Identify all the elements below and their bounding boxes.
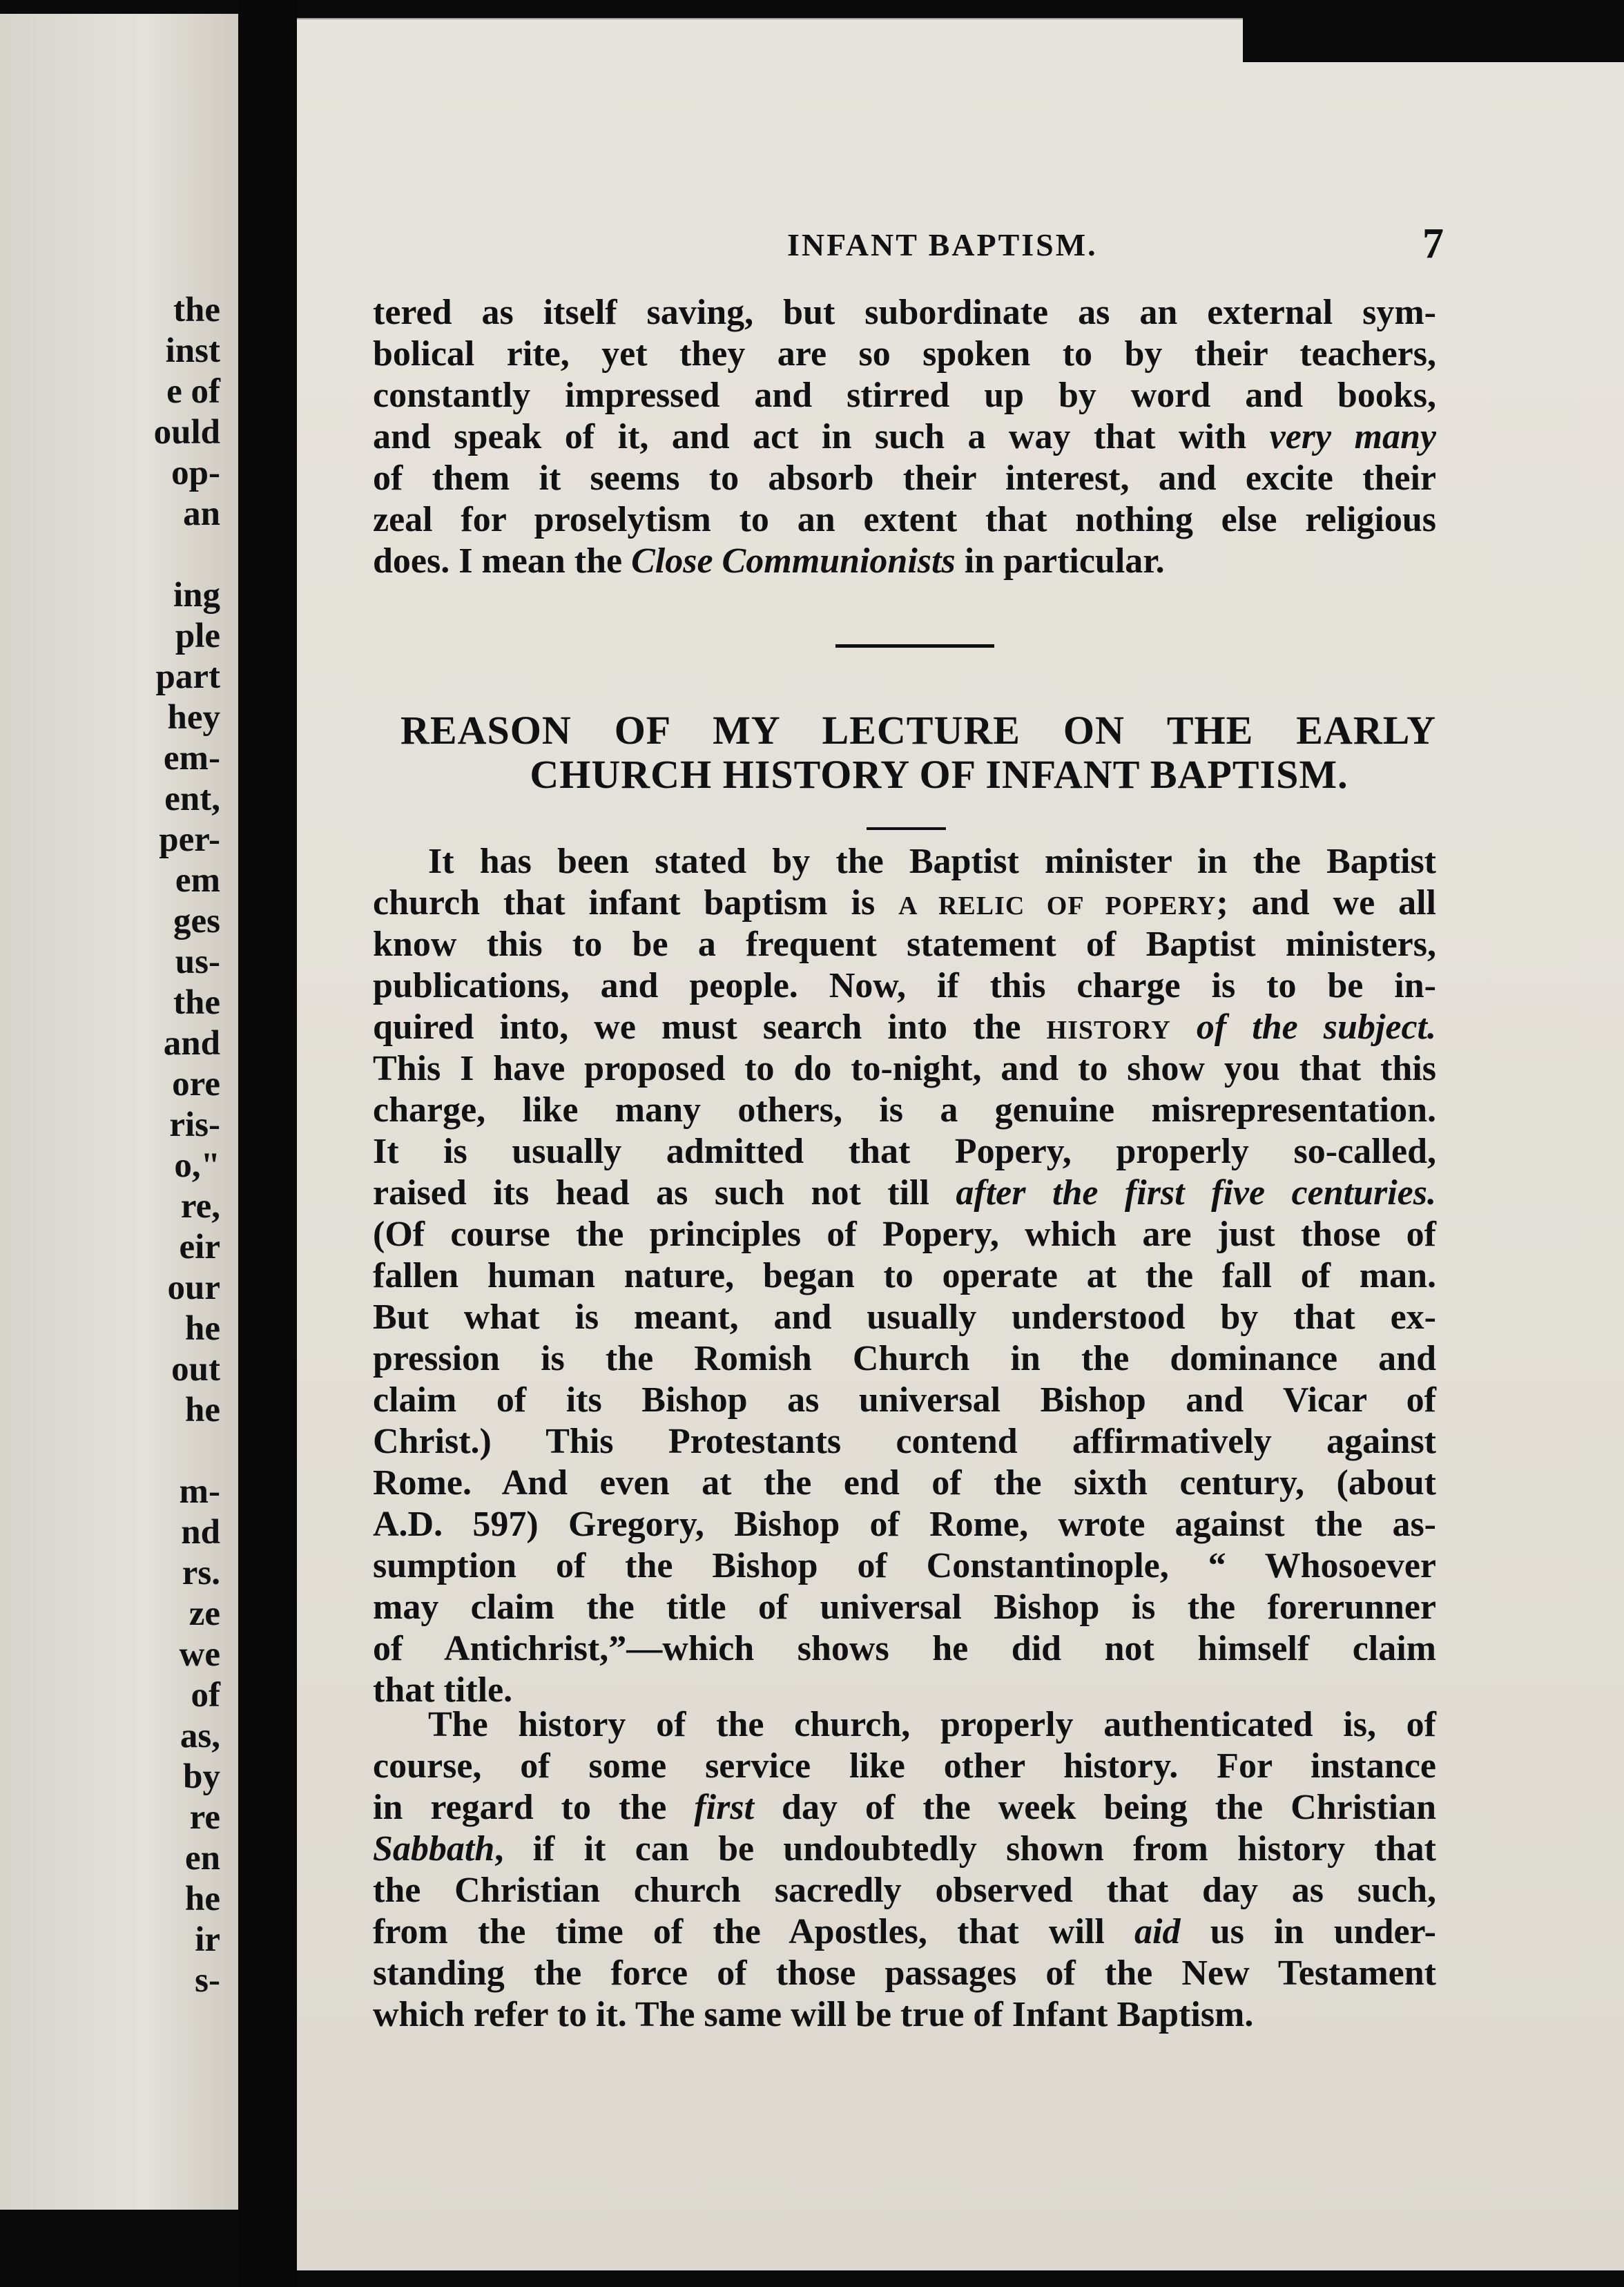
text-line bbox=[373, 965, 1436, 1007]
italic-text: of the subject. bbox=[1170, 1007, 1436, 1047]
section-heading-line-2: CHURCH HISTORY OF INFANT BAPTISM. bbox=[530, 752, 1348, 797]
line-text: the Christian church sacredly observed that day as such, bbox=[373, 1871, 1436, 1910]
small-caps-text: A RELIC OF POPERY bbox=[898, 891, 1217, 920]
left-line-fragment: per- bbox=[159, 820, 220, 859]
text-line bbox=[373, 1463, 1436, 1504]
heading-underline bbox=[867, 827, 946, 830]
section-heading bbox=[400, 708, 1436, 797]
line-text: of Antichrist,”—which shows he did not himself claim bbox=[373, 1629, 1436, 1668]
line-text: day of the week being the Christian bbox=[754, 1788, 1436, 1827]
left-line-fragment: s- bbox=[195, 1961, 220, 2000]
line-text: A.D. 597) Gregory, Bishop of Rome, wrote against the as- bbox=[373, 1505, 1436, 1544]
line-text: from the time of the Apostles, that will bbox=[373, 1912, 1135, 1951]
text-line bbox=[373, 1587, 1436, 1628]
italic-text: very many bbox=[1269, 417, 1436, 456]
left-line-fragment: e of bbox=[166, 372, 220, 411]
left-line-fragment: our bbox=[167, 1268, 220, 1307]
left-line-fragment: the bbox=[173, 983, 220, 1022]
text-line bbox=[373, 1746, 1436, 1787]
line-text: ; and we all bbox=[1216, 883, 1436, 923]
left-line-fragment: ing bbox=[173, 576, 220, 615]
line-text: in regard to the bbox=[373, 1788, 695, 1827]
italic-text: after the first five centuries. bbox=[956, 1173, 1436, 1213]
line-text: claim of its Bishop as universal Bishop and Vicar of bbox=[373, 1380, 1436, 1420]
text-line bbox=[373, 1048, 1436, 1090]
line-text: standing the force of those passages of the New Testament bbox=[373, 1953, 1436, 1993]
left-line-fragment: nd bbox=[181, 1513, 220, 1552]
line-text: and speak of it, and act in such a way that with bbox=[373, 417, 1270, 456]
text-line bbox=[373, 416, 1436, 458]
text-line bbox=[373, 292, 1436, 334]
book-page bbox=[297, 18, 1624, 2270]
left-line-fragment: ple bbox=[175, 617, 220, 655]
line-text: that title. bbox=[373, 1670, 513, 1710]
left-line-fragment: an bbox=[183, 494, 220, 533]
left-line-fragment: re bbox=[189, 1798, 220, 1837]
left-line-fragment: ore bbox=[172, 1065, 220, 1103]
text-line bbox=[373, 1994, 1436, 2036]
line-text: raised its head as such not till bbox=[373, 1173, 956, 1213]
line-text: sumption of the Bishop of Constantinople, “ Whosoever bbox=[373, 1546, 1436, 1585]
text-line bbox=[373, 1255, 1436, 1297]
text-line bbox=[373, 1787, 1436, 1828]
text-line bbox=[373, 1828, 1436, 1870]
line-text: of them it seems to absorb their interest, and excite their bbox=[373, 459, 1436, 498]
line-text: This I have proposed to do to-night, and to show you that this bbox=[373, 1049, 1436, 1088]
left-line-fragment: rs. bbox=[182, 1554, 220, 1592]
text-line bbox=[373, 841, 1436, 882]
page-number: 7 bbox=[1422, 220, 1444, 267]
text-line bbox=[373, 1504, 1436, 1545]
paragraph-continued bbox=[373, 292, 1436, 582]
text-line bbox=[373, 334, 1436, 375]
left-line-fragment: op- bbox=[171, 454, 220, 492]
text-line bbox=[373, 1214, 1436, 1255]
line-text: , if it can be undoubtedly shown from history that bbox=[494, 1829, 1436, 1869]
left-line-fragment: he bbox=[185, 1309, 220, 1348]
left-line-fragment: en bbox=[185, 1839, 220, 1878]
left-line-fragment: part bbox=[155, 657, 220, 696]
left-line-fragment: us- bbox=[175, 943, 220, 981]
italic-text: aid bbox=[1134, 1912, 1181, 1951]
line-text: The history of the church, properly authenticated is, of bbox=[428, 1705, 1436, 1744]
left-line-fragment: em bbox=[175, 861, 220, 900]
italic-text: Close Communionists bbox=[631, 541, 956, 581]
line-text: constantly impressed and stirred up by word and books, bbox=[373, 376, 1436, 415]
line-text: charge, like many others, is a genuine misrepresentation. bbox=[373, 1090, 1436, 1130]
text-line bbox=[373, 375, 1436, 416]
line-text: zeal for proselytism to an extent that nothing else religious bbox=[373, 500, 1436, 539]
left-line-fragment: ent, bbox=[164, 780, 220, 818]
scan-border bbox=[1243, 0, 1624, 62]
left-page-text bbox=[13, 290, 220, 2001]
line-text: course, of some service like other history. For instance bbox=[373, 1746, 1436, 1786]
paragraph-1 bbox=[373, 841, 1436, 1711]
left-line-fragment: we bbox=[179, 1635, 220, 1674]
line-text: in particular. bbox=[955, 541, 1165, 581]
left-line-fragment: and bbox=[163, 1024, 220, 1063]
line-text: know this to be a frequent statement of Baptist ministers, bbox=[373, 925, 1436, 964]
text-line bbox=[373, 1545, 1436, 1587]
text-line bbox=[373, 1628, 1436, 1670]
left-line-fragment: o," bbox=[174, 1146, 220, 1185]
italic-text: Sabbath bbox=[373, 1829, 495, 1869]
left-line-fragment: as, bbox=[180, 1717, 220, 1755]
left-line-fragment: inst bbox=[165, 331, 220, 370]
line-text: Rome. And even at the end of the sixth century, (about bbox=[373, 1463, 1436, 1503]
book-gutter bbox=[238, 0, 297, 2287]
text-line bbox=[373, 458, 1436, 499]
left-line-fragment bbox=[13, 1431, 220, 1471]
text-line bbox=[373, 1911, 1436, 1953]
text-line bbox=[373, 1297, 1436, 1338]
left-line-fragment: the bbox=[173, 291, 220, 329]
line-text: But what is meant, and usually understood by that ex- bbox=[373, 1297, 1436, 1337]
text-line bbox=[373, 1173, 1436, 1214]
line-text: may claim the title of universal Bishop is the forerunner bbox=[373, 1588, 1436, 1627]
left-line-fragment: ir bbox=[195, 1920, 220, 1959]
text-line bbox=[373, 1953, 1436, 1994]
left-line-fragment: ges bbox=[173, 902, 220, 940]
text-line bbox=[373, 1870, 1436, 1911]
text-line bbox=[373, 1338, 1436, 1380]
line-text: us in under- bbox=[1180, 1912, 1436, 1951]
line-text: bolical rite, yet they are so spoken to by their teachers, bbox=[373, 334, 1436, 374]
text-line bbox=[373, 1131, 1436, 1173]
left-line-fragment bbox=[13, 534, 220, 575]
left-line-fragment: eir bbox=[179, 1228, 220, 1266]
line-text: tered as itself saving, but subordinate as an external sym- bbox=[373, 293, 1436, 332]
line-text: church that infant baptism is bbox=[373, 883, 899, 923]
left-line-fragment: hey bbox=[167, 698, 220, 737]
left-line-fragment: he bbox=[185, 1391, 220, 1429]
left-line-fragment: ris- bbox=[169, 1106, 220, 1144]
line-text: quired into, we must search into the bbox=[373, 1007, 1047, 1047]
text-line bbox=[373, 882, 1436, 924]
section-heading-line-1: REASON OF MY LECTURE ON THE EARLY bbox=[400, 708, 1436, 753]
line-text: (Of course the principles of Popery, which are just those of bbox=[373, 1215, 1436, 1254]
text-line bbox=[373, 1421, 1436, 1463]
paragraph-2 bbox=[373, 1704, 1436, 2036]
left-line-fragment: em- bbox=[163, 739, 220, 778]
line-text: publications, and people. Now, if this charge is to be in- bbox=[373, 966, 1436, 1005]
running-head: INFANT BAPTISM. bbox=[787, 227, 1098, 262]
italic-text: first bbox=[694, 1788, 755, 1827]
line-text: It has been stated by the Baptist minister in the Baptist bbox=[428, 842, 1436, 881]
left-line-fragment: out bbox=[171, 1350, 220, 1389]
line-text: It is usually admitted that Popery, properly so-called, bbox=[373, 1132, 1436, 1171]
left-page-fragment bbox=[0, 14, 240, 2210]
line-text: Christ.) This Protestants contend affirmatively against bbox=[373, 1422, 1436, 1461]
line-text: does. I mean the bbox=[373, 541, 632, 581]
text-line bbox=[373, 541, 1436, 582]
line-text: fallen human nature, began to operate at the fall of man. bbox=[373, 1256, 1436, 1295]
text-line bbox=[373, 499, 1436, 541]
text-line bbox=[373, 924, 1436, 965]
small-caps-text: HISTORY bbox=[1046, 1016, 1171, 1045]
text-line bbox=[373, 1704, 1436, 1746]
line-text: pression is the Romish Church in the dominance and bbox=[373, 1339, 1436, 1378]
text-line bbox=[373, 1380, 1436, 1421]
left-line-fragment: m- bbox=[179, 1472, 220, 1511]
left-line-fragment: ze bbox=[188, 1594, 220, 1633]
left-line-fragment: of bbox=[191, 1676, 220, 1715]
text-line bbox=[373, 1007, 1436, 1048]
left-line-fragment: by bbox=[183, 1757, 220, 1796]
section-divider bbox=[835, 644, 994, 648]
left-line-fragment: ould bbox=[153, 413, 220, 452]
line-text: which refer to it. The same will be true of Infant Baptism. bbox=[373, 1995, 1254, 2034]
left-line-fragment: re, bbox=[180, 1187, 220, 1226]
left-line-fragment: he bbox=[185, 1880, 220, 1918]
text-line bbox=[373, 1090, 1436, 1131]
